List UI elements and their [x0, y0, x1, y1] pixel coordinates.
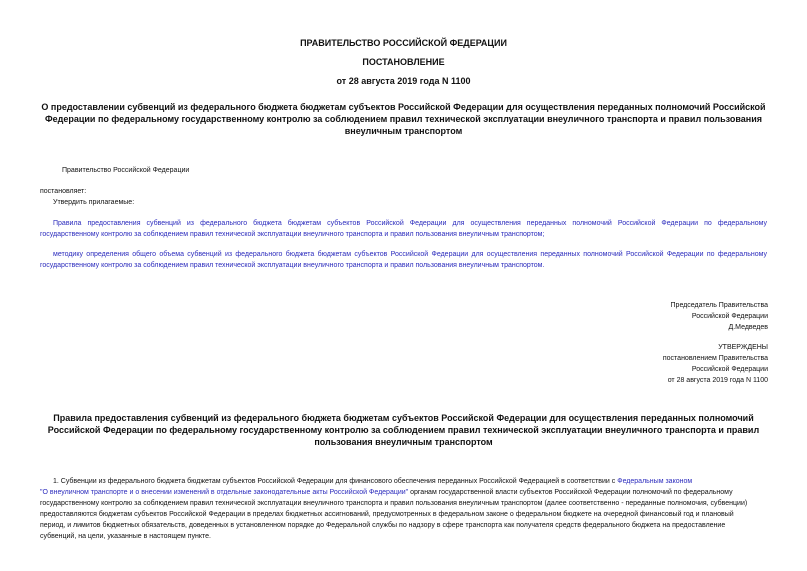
- issuing-authority: ПРАВИТЕЛЬСТВО РОССИЙСКОЙ ФЕДЕРАЦИИ: [300, 38, 507, 48]
- paragraph-line: предоставляются бюджетам субъектов Российской Федерации в пределах бюджетных ассигнований, предусмотренных в федеральном законе о федеральном бюджете на очередной финансовый год и плановый: [40, 511, 734, 518]
- preamble-government: Правительство Российской Федерации: [62, 167, 190, 174]
- approval-stamp-heading: УТВЕРЖДЕНЫ: [718, 344, 768, 351]
- approved-item-rules-link[interactable]: [40, 218, 767, 240]
- paragraph-text: 1. Субвенции из федерального бюджета бюджетам субъектов Российской Федерации для финансового обеспечения переданных Российской Федерацией в соответствии с: [53, 478, 618, 485]
- rules-title: [40, 412, 767, 448]
- document-type: ПОСТАНОВЛЕНИЕ: [362, 57, 445, 67]
- approval-stamp-line: постановлением Правительства: [662, 355, 768, 362]
- rules-title-line: пользования внеуличным транспортом: [314, 437, 493, 447]
- federal-law-title-link[interactable]: "О внеуличном транспорте и о внесении изменений в отдельные законодательные акты Российской Федерации": [40, 489, 409, 496]
- signature-name: Д.Медведев: [728, 324, 768, 331]
- approval-stamp-line: от 28 августа 2019 года N 1100: [667, 377, 768, 384]
- approved-item-line: государственному контролю за соблюдением правил технической эксплуатации внеуличного транспорта и правил пользования внеуличным транспортом;: [40, 231, 545, 238]
- paragraph-line: [40, 476, 769, 487]
- approved-item-line: Правила предоставления субвенций из федерального бюджета бюджетам субъектов Российской Федерации для осуществления переданных полномочий Российской Федерации по федеральному: [53, 220, 767, 227]
- rules-paragraph-1: [40, 476, 769, 542]
- approved-item-line: методику определения общего объема субвенций из федерального бюджета бюджетам субъектов Российской Федерации для осуществления переданных полномочий Российской Федерации по федеральному: [53, 251, 767, 258]
- paragraph-text: органам государственной власти субъектов Российской Федерации полномочий по федеральному: [408, 489, 733, 496]
- document-title-line: О предоставлении субвенций из федерального бюджета бюджетам субъектов Российской Федерации для осуществления переданных полномочий Российской: [41, 102, 766, 112]
- approval-stamp-line: Российской Федерации: [691, 366, 768, 373]
- document-title: [40, 101, 767, 137]
- federal-law-link[interactable]: Федеральным законом: [617, 478, 693, 485]
- rules-title-line: Российской Федерации по федеральному государственному контролю за соблюдением правил технической эксплуатации внеуличного транспорта и правил: [47, 425, 760, 435]
- document-title-line: внеуличным транспортом: [344, 126, 463, 136]
- paragraph-line: субвенций, на цели, указанные в настоящем пункте.: [40, 533, 211, 540]
- rules-title-line: Правила предоставления субвенций из федерального бюджета бюджетам субъектов Российской Федерации для осуществления переданных полномочий: [53, 413, 754, 423]
- paragraph-line: государственному контролю за соблюдением правил технической эксплуатации внеуличного транспорта и правил пользования внеуличным транспортом (далее соответственно - переданные полномочия, субвенции): [40, 500, 748, 507]
- preamble-decides: постановляет:: [40, 188, 87, 195]
- paragraph-line: период, и лимитов бюджетных обязательств, доведенных в установленном порядке до Федеральной службы по надзору в сфере транспорта как получателя средств федерального бюджета на предоставление: [40, 522, 726, 529]
- paragraph-line: [40, 487, 769, 498]
- document-date-number: от 28 августа 2019 года N 1100: [336, 76, 471, 86]
- signature-position: Председатель Правительства: [670, 302, 768, 309]
- document-title-line: Федерации по федеральному государственному контролю за соблюдением правил технической эксплуатации внеуличного транспорта и правил пользования: [44, 114, 763, 124]
- signature-country: Российской Федерации: [691, 313, 768, 320]
- approved-item-methodology-link[interactable]: [40, 249, 767, 271]
- preamble-approve: Утвердить прилагаемые:: [53, 199, 135, 206]
- approved-item-line: государственному контролю за соблюдением правил технической эксплуатации внеуличного транспорта и правил пользования внеуличным транспортом.: [40, 262, 545, 269]
